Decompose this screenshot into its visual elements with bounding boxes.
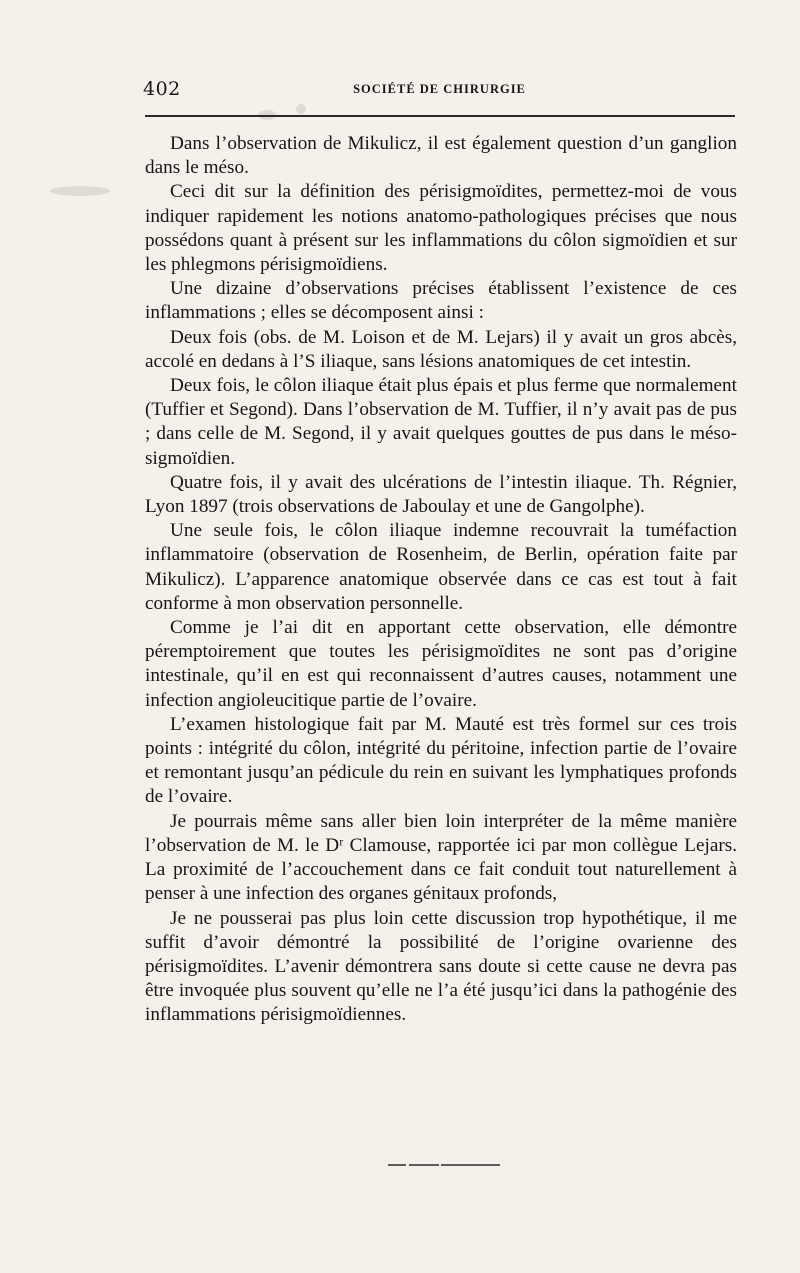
- paragraph: Je ne pousserai pas plus loin cette discussion trop hypothétique, il me suffit d’avoir démontré la possibilité de l’origine ovarienne des périsigmoïdites. L’avenir démontrera sans doute si cette cause ne devra pas être invoquée plus souvent qu’elle ne l’a été jusqu’ici dans la pathogénie des inflammations périsigmoïdiennes.: [145, 907, 737, 1026]
- running-title: SOCIÉTÉ DE CHIRURGIE: [353, 82, 526, 96]
- paragraph: Comme je l’ai dit en apportant cette observation, elle démontre péremptoirement que toutes les périsigmoïdites ne sont pas d’origine intestinale, qu’il en est qui reconnaissent d’autres causes, notamment une infection angioleucitique partie de l’ovaire.: [145, 617, 737, 711]
- paragraph: Dans l’observation de Mikulicz, il est également question d’un ganglion dans le méso.: [145, 133, 737, 179]
- paragraph: L’examen histologique fait par M. Mauté est très formel sur ces trois points : intégrité du côlon, intégrité du péritoine, infection partie de l’ovaire et remontant jusqu’an pédicule du rein en suivant les lymphatiques profonds de l’ovaire.: [145, 713, 737, 808]
- ink-smudge: [296, 104, 306, 114]
- paragraph: Ceci dit sur la définition des périsigmoïdites, permettez-moi de vous indiquer rapidement les notions anatomo-pathologiques précises que nous possédons quant à présent sur les inflammations du côlon sigmoïdien et sur les phlegmons périsigmoïdiens.: [145, 181, 737, 276]
- paragraph: Quatre fois, il y avait des ulcérations de l’intestin iliaque. Th. Régnier, Lyon 1897 (trois observations de Jaboulay et une de Gangolphe).: [145, 471, 737, 518]
- paragraph: Deux fois (obs. de M. Loison et de M. Lejars) il y avait un gros abcès, accolé en dedans à l’S iliaque, sans lésions anatomiques de cet intestin.: [145, 326, 737, 372]
- paragraph: Une dizaine d’observations précises établissent l’existence de ces inflammations ; elles se décomposent ainsi :: [145, 278, 737, 324]
- page-header: [143, 78, 736, 100]
- paragraph: Deux fois, le côlon iliaque était plus épais et plus ferme que normalement (Tuffier et Segond). Dans l’observation de M. Tuffier, il n’y avait pas de pus ; dans celle de M. Segond, il y avait quelques gouttes de pus dans le méso-sigmoïdien.: [145, 375, 737, 469]
- paragraph: Je pourrais même sans aller bien loin interpréter de la même manière l’observation de M. le Dʳ Clamouse, rapportée ici par mon collègue Lejars. La proximité de l’accouchement dans ce fait conduit tout naturellement à penser à une infection des organes génitaux profonds,: [145, 810, 737, 905]
- ink-smudge: [50, 186, 110, 196]
- header-rule: [145, 115, 735, 117]
- end-ornament: [388, 1163, 500, 1167]
- paragraph: Une seule fois, le côlon iliaque indemne recouvrait la tuméfaction inflammatoire (observation de Rosenheim, de Berlin, opération faite par Mikulicz). L’apparence anatomique observée dans ce cas est tout à fait conforme à mon observation personnelle.: [145, 520, 737, 614]
- body-text: [145, 132, 737, 1028]
- page-number: 402: [143, 78, 181, 100]
